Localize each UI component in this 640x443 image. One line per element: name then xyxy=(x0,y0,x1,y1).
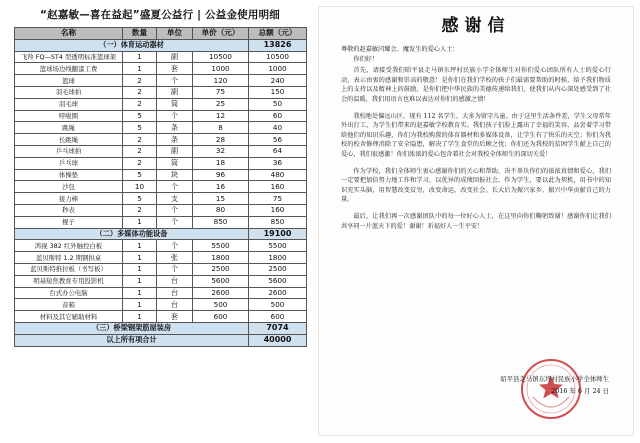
item-value: 5 xyxy=(123,110,157,122)
table-header-row xyxy=(15,28,307,40)
item-value: 150 xyxy=(249,86,307,98)
table-row xyxy=(15,86,307,98)
table-row xyxy=(15,299,307,311)
item-value: 5500 xyxy=(193,240,249,252)
item-value: 1 xyxy=(123,63,157,75)
item-value: 筒 xyxy=(157,157,193,169)
item-value: 2600 xyxy=(249,287,307,299)
item-value: 1800 xyxy=(249,252,307,264)
item-name: 乒乓球 xyxy=(15,157,123,169)
item-value: 8 xyxy=(193,122,249,134)
grand-total-row xyxy=(15,334,307,346)
letter-date: 2016 年 6 月 24 日 xyxy=(551,387,609,395)
letter-signature-block xyxy=(500,373,609,397)
section-total: 7074 xyxy=(249,322,307,334)
letter-paragraph-4: 最后，让我们再一次感谢团队中的每一位好心人士，在这里向你们鞠躬致谢！感谢你们让我们共享同一片蓝天下的爱！谢谢！祈福好人一生平安！ xyxy=(341,212,611,230)
table-row xyxy=(15,63,307,75)
item-value: 12 xyxy=(193,110,249,122)
item-value: 台 xyxy=(157,287,193,299)
item-value: 50 xyxy=(249,98,307,110)
table-row xyxy=(15,75,307,87)
item-name: 乒乓球拍 xyxy=(15,145,123,157)
item-value: 条 xyxy=(157,122,193,134)
section-total: 19100 xyxy=(249,228,307,240)
item-value: 16 xyxy=(193,181,249,193)
item-name: 棍子 xyxy=(15,216,123,228)
item-value: 2600 xyxy=(193,287,249,299)
item-value: 2 xyxy=(123,86,157,98)
item-value: 500 xyxy=(249,299,307,311)
item-value: 32 xyxy=(193,145,249,157)
item-value: 600 xyxy=(249,311,307,323)
item-value: 个 xyxy=(157,263,193,275)
item-value: 18 xyxy=(193,157,249,169)
table-row xyxy=(15,122,307,134)
letter-paragraph-1: 首先，请接受我们昭平县走马镇东坪村民族小学全体师生对你们爱心团队所有人士的爱心行动，表示由衷的感谢和崇高的敬意！是你们在我们学校的孩子们最需要帮助的时候，给予我们物质上的支持以及精神上的鼓励，是你们把中华民族的美德传递给我们，使我们从内心深处感受到了社会的温暖，我们用语言也难以表达对你们的感激之情！ xyxy=(341,67,611,103)
table-row xyxy=(15,145,307,157)
item-name: 蓝贝斯特推拉板（书写板） xyxy=(15,263,123,275)
item-name: 蓝贝斯特 1.2 期钢拱桌 xyxy=(15,252,123,264)
item-value: 块 xyxy=(157,169,193,181)
item-value: 25 xyxy=(193,98,249,110)
letter-title: 感谢信 xyxy=(441,16,511,36)
item-value: 56 xyxy=(249,134,307,146)
expense-table xyxy=(14,27,307,347)
section-total: 13826 xyxy=(249,39,307,51)
item-value: 个 xyxy=(157,240,193,252)
item-value: 2500 xyxy=(193,263,249,275)
item-value: 1000 xyxy=(249,63,307,75)
item-value: 条 xyxy=(157,134,193,146)
item-value: 10500 xyxy=(193,51,249,63)
item-value: 1 xyxy=(123,240,157,252)
item-value: 160 xyxy=(249,204,307,216)
table-row xyxy=(15,169,307,181)
item-value: 1 xyxy=(123,275,157,287)
item-value: 2 xyxy=(123,98,157,110)
item-value: 160 xyxy=(249,181,307,193)
item-value: 个 xyxy=(157,216,193,228)
item-value: 张 xyxy=(157,252,193,264)
table-row xyxy=(15,252,307,264)
table-row xyxy=(15,311,307,323)
expense-table-body xyxy=(15,28,307,347)
item-value: 1 xyxy=(123,311,157,323)
item-value: 2 xyxy=(123,134,157,146)
item-value: 5600 xyxy=(193,275,249,287)
section-label: （二）多媒体功能设备 xyxy=(15,228,249,240)
table-row xyxy=(15,287,307,299)
item-name: 材料及其它辅助材料 xyxy=(15,311,123,323)
item-value: 个 xyxy=(157,181,193,193)
column-header: 总额（元） xyxy=(249,28,307,40)
letter-paragraph-2: 我校地处偏远山区，现有 112 名学生，大多为留守儿童。由于这里生活条件差，学生父母常年外出打工，为学生们带来的赵嘉敏学校教育实。我们孩子们脸上露出了幸福的笑容，品尝着学习带给他们的知识乐趣，你们为我校购置的体育器材和多媒体设备，让学生有了快乐的天空；你们为我校的校舍修理消除了安全隐患，解决了学生食堂的后顾之忧；你们还为我校的贫困学生献上自己的爱心，我们很感激！你们浓浓的爱心包含着社会对我校全体师生的深切关爱！ xyxy=(341,112,611,158)
item-value: 36 xyxy=(249,157,307,169)
section-label: （三）桥梁钢架筋屋装房 xyxy=(15,322,249,334)
item-value: 1000 xyxy=(193,63,249,75)
item-name: 呼啦圈 xyxy=(15,110,123,122)
item-value: 5600 xyxy=(249,275,307,287)
table-row xyxy=(15,51,307,63)
item-value: 副 xyxy=(157,145,193,157)
item-value: 1800 xyxy=(193,252,249,264)
item-value: 套 xyxy=(157,311,193,323)
item-value: 套 xyxy=(157,63,193,75)
item-value: 1 xyxy=(123,263,157,275)
item-value: 80 xyxy=(193,204,249,216)
item-value: 75 xyxy=(249,193,307,205)
item-value: 2 xyxy=(123,145,157,157)
item-value: 480 xyxy=(249,169,307,181)
item-name: 明基短焦教育专用投影机 xyxy=(15,275,123,287)
item-value: 支 xyxy=(157,193,193,205)
item-value: 96 xyxy=(193,169,249,181)
table-row xyxy=(15,216,307,228)
item-value: 5 xyxy=(123,122,157,134)
thank-you-letter xyxy=(318,6,634,436)
section-row xyxy=(15,39,307,51)
table-row xyxy=(15,110,307,122)
item-value: 120 xyxy=(193,75,249,87)
letter-salutation: 你们好！ xyxy=(353,55,379,63)
item-value: 个 xyxy=(157,110,193,122)
item-value: 28 xyxy=(193,134,249,146)
item-name: 长跳绳 xyxy=(15,134,123,146)
item-value: 5 xyxy=(123,169,157,181)
item-name: 篮球场边线翻漆工费 xyxy=(15,63,123,75)
item-value: 2500 xyxy=(249,263,307,275)
item-value: 5 xyxy=(123,193,157,205)
table-row xyxy=(15,240,307,252)
table-row xyxy=(15,193,307,205)
item-value: 1 xyxy=(123,299,157,311)
table-row xyxy=(15,134,307,146)
item-value: 75 xyxy=(193,86,249,98)
column-header: 单位 xyxy=(157,28,193,40)
grand-total-label: 以上所有项合计 xyxy=(15,334,249,346)
column-header: 数量 xyxy=(123,28,157,40)
item-value: 2 xyxy=(123,157,157,169)
item-value: 2 xyxy=(123,75,157,87)
item-name: 沙包 xyxy=(15,181,123,193)
item-value: 1 xyxy=(123,51,157,63)
letter-paragraph-3: 作为学校，我们全体师生衷心感谢你们的关心和帮助，决不辜负你们的浓浓真情和爱心，我们一定要把加倍努力地工作和学习，以优异的成绩回报社会。作为学生，要以此为契机，用书中的知识充实头脑，用智慧改变贫穷，改变命运，改变社会。长大后为振兴家乡、振兴中华贡献自己的力量。 xyxy=(341,167,611,204)
item-value: 500 xyxy=(193,299,249,311)
section-row xyxy=(15,228,307,240)
item-value: 1 xyxy=(123,287,157,299)
item-name: 羽毛球拍 xyxy=(15,86,123,98)
item-name: 音箱 xyxy=(15,299,123,311)
item-value: 10500 xyxy=(249,51,307,63)
item-value: 2 xyxy=(123,204,157,216)
item-value: 5500 xyxy=(249,240,307,252)
item-value: 副 xyxy=(157,51,193,63)
item-value: 240 xyxy=(249,75,307,87)
item-value: 筒 xyxy=(157,98,193,110)
table-row xyxy=(15,181,307,193)
item-value: 副 xyxy=(157,86,193,98)
column-header: 名称 xyxy=(15,28,123,40)
item-value: 850 xyxy=(249,216,307,228)
table-row xyxy=(15,98,307,110)
item-value: 600 xyxy=(193,311,249,323)
item-name: 篮球 xyxy=(15,75,123,87)
item-name: 飞羚 FQ—ST4 型透明标准篮球架 xyxy=(15,51,123,63)
section-row xyxy=(15,322,307,334)
grand-total-value: 40000 xyxy=(249,334,307,346)
item-name: 接力棒 xyxy=(15,193,123,205)
table-title: “赵嘉敏—喜在益起”盛夏公益行 | 公益金使用明细 xyxy=(40,9,280,21)
item-value: 1 xyxy=(123,252,157,264)
item-name: 羽毛球 xyxy=(15,98,123,110)
item-name: 台式办公电脑 xyxy=(15,287,123,299)
section-label: （一）体育运动器材 xyxy=(15,39,249,51)
item-name: 鸿视 382 红外触控白板 xyxy=(15,240,123,252)
table-row xyxy=(15,275,307,287)
item-value: 10 xyxy=(123,181,157,193)
item-value: 850 xyxy=(193,216,249,228)
letter-greeting: 尊敬的赵嘉敏闪耀会、魔发生的爱心人士： xyxy=(341,46,459,53)
table-row xyxy=(15,263,307,275)
item-value: 台 xyxy=(157,299,193,311)
item-value: 64 xyxy=(249,145,307,157)
item-value: 40 xyxy=(249,122,307,134)
expense-table-panel xyxy=(14,4,306,436)
table-row xyxy=(15,204,307,216)
item-name: 体操垫 xyxy=(15,169,123,181)
item-value: 台 xyxy=(157,275,193,287)
item-value: 60 xyxy=(249,110,307,122)
letter-signature: 昭平县走马镇东坪村民族小学全体师生 xyxy=(500,375,609,383)
item-name: 跳绳 xyxy=(15,122,123,134)
item-value: 15 xyxy=(193,193,249,205)
table-row xyxy=(15,157,307,169)
item-value: 个 xyxy=(157,204,193,216)
item-value: 1 xyxy=(123,216,157,228)
item-name: 秒表 xyxy=(15,204,123,216)
item-value: 个 xyxy=(157,75,193,87)
column-header: 单价（元） xyxy=(193,28,249,40)
